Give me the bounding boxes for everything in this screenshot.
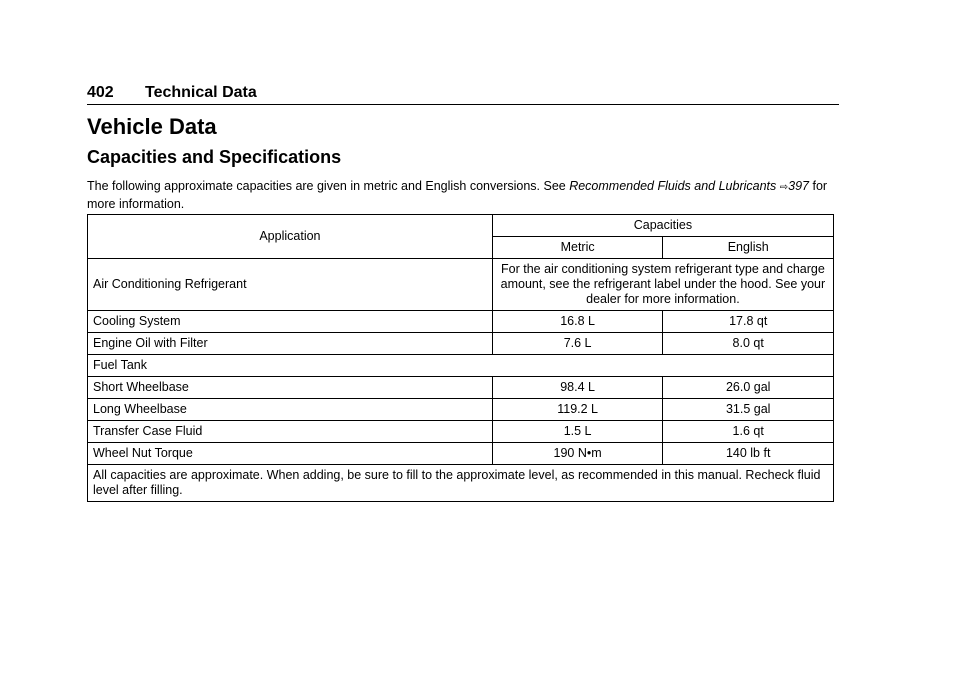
page-title: Vehicle Data: [87, 114, 217, 139]
metric-value: 98.4 L: [492, 377, 663, 399]
page-number: 402: [87, 84, 114, 101]
metric-header: Metric: [492, 237, 663, 259]
reference-link[interactable]: Recommended Fluids and Lubricants: [569, 179, 777, 193]
english-value: 140 lb ft: [663, 443, 834, 465]
table-header-row: [88, 215, 834, 237]
table-footnote: All capacities are approximate. When adding, be sure to fill to the approximate level, as recommended in this manual. Recheck fluid level after filling.: [88, 465, 834, 502]
table-row: [88, 421, 834, 443]
row-label: Short Wheelbase: [88, 377, 493, 399]
page-ref-arrow-icon: ⇨: [779, 182, 789, 193]
row-label: Cooling System: [88, 311, 493, 333]
page-ref[interactable]: 397: [788, 179, 809, 193]
english-value: 26.0 gal: [663, 377, 834, 399]
intro-text-end: for more information.: [87, 179, 828, 211]
section-subtitle: Capacities and Specifications: [87, 147, 342, 167]
english-value: 1.6 qt: [663, 421, 834, 443]
table-row: [88, 355, 834, 377]
row-label: Fuel Tank: [88, 355, 834, 377]
table-row: [88, 259, 834, 311]
metric-value: 1.5 L: [492, 421, 663, 443]
capacities-table: [87, 214, 834, 502]
intro-text: The following approximate capacities are given in metric and English conversions. See: [87, 179, 570, 193]
row-label: Engine Oil with Filter: [88, 333, 493, 355]
section-title: Technical Data: [145, 84, 257, 101]
capacities-header: Capacities: [492, 215, 833, 237]
table-row: [88, 333, 834, 355]
english-value: 17.8 qt: [663, 311, 834, 333]
table-footnote-row: [88, 465, 834, 502]
metric-value: 119.2 L: [492, 399, 663, 421]
refrigerant-note: For the air conditioning system refrigerant type and charge amount, see the refrigerant label under the hood. See your dealer for more information.: [492, 259, 833, 311]
row-label: Wheel Nut Torque: [88, 443, 493, 465]
english-value: 31.5 gal: [663, 399, 834, 421]
metric-value: 7.6 L: [492, 333, 663, 355]
table-row: [88, 377, 834, 399]
page-header: [87, 82, 839, 105]
row-label: Air Conditioning Refrigerant: [88, 259, 493, 311]
english-value: 8.0 qt: [663, 333, 834, 355]
row-label: Transfer Case Fluid: [88, 421, 493, 443]
table-row: [88, 399, 834, 421]
intro-paragraph: [87, 178, 847, 212]
metric-value: 16.8 L: [492, 311, 663, 333]
table-row: [88, 311, 834, 333]
row-label: Long Wheelbase: [88, 399, 493, 421]
application-header: Application: [88, 215, 493, 259]
table-row: [88, 443, 834, 465]
metric-value: 190 N•m: [492, 443, 663, 465]
english-header: English: [663, 237, 834, 259]
